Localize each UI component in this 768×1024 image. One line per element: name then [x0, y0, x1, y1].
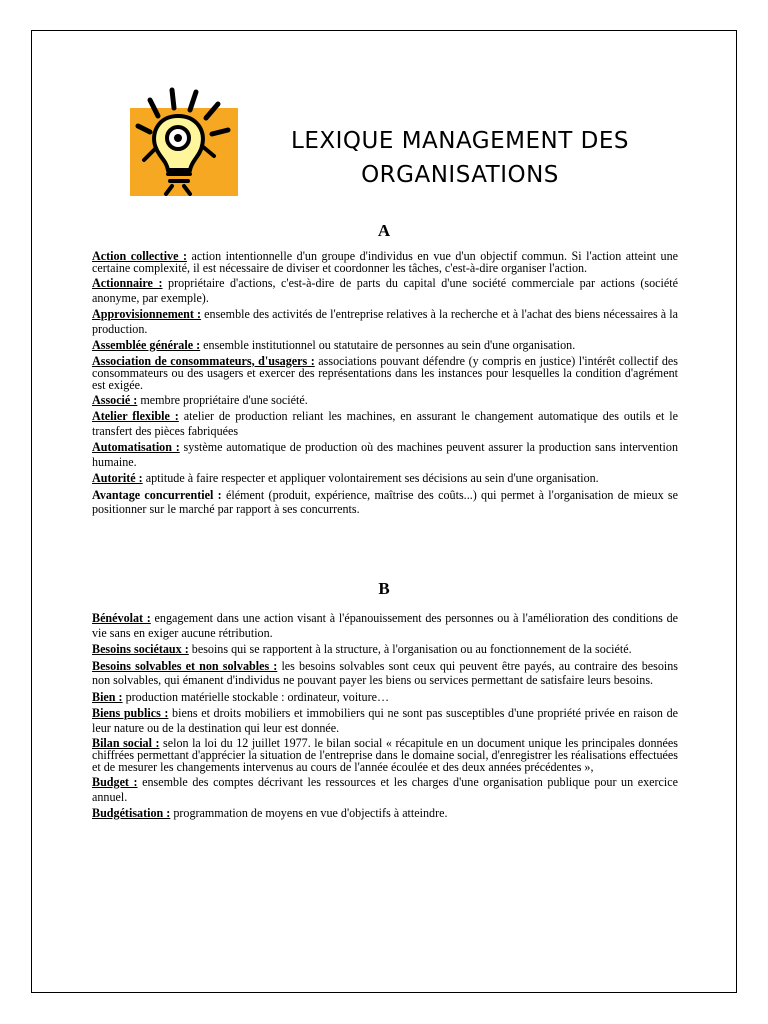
entry-atelier-flexible: Atelier flexible : atelier de production reliant les machines, en assurant le changement automatique des outils et le transfert des pièces fabriquées — [92, 409, 678, 438]
page-title — [250, 124, 670, 192]
entry-approvisionnement: Approvisionnement : ensemble des activités de l'entreprise relatives à la recherche et à l'achat des biens nécessaires à la production. — [92, 307, 679, 336]
title-line-1: LEXIQUE MANAGEMENT DES — [291, 128, 629, 154]
title-line-2: ORGANISATIONS — [361, 162, 559, 188]
entry-associe: Associé : membre propriétaire d'une société. — [92, 392, 308, 407]
lightbulb-icon — [128, 86, 240, 198]
entry-besoins-societaux: Besoins sociétaux : besoins qui se rapportent à la structure, à l'organisation ou au fonctionnement de la société. — [92, 642, 632, 656]
entry-bien: Bien : production matérielle stockable : ordinateur, voiture… — [92, 689, 390, 704]
section-letter-a: A — [377, 221, 391, 240]
entry-besoins-solvables: Besoins solvables et non solvables : les besoins solvables sont ceux qui peuvent être payés, au contraire des besoins non solvables, qui émanent d'individus ne pouvant payer les biens ou services permettant de satisfaire leurs besoins. — [92, 658, 678, 687]
entry-budget: Budget : ensemble des comptes décrivant les ressources et les charges d'une organisation publique pour un exercice annuel. — [92, 775, 678, 804]
section-a-entries — [92, 250, 678, 519]
entry-autorite: Autorité : aptitude à faire respecter et appliquer volontairement ses décisions au sein d'une organisation. — [92, 471, 599, 485]
entry-budgetisation: Budgétisation : programmation de moyens en vue d'objectifs à atteindre. — [92, 806, 448, 820]
entry-assemblee-generale: Assemblée générale : ensemble institutionnel ou statutaire de personnes au sein d'une organisation. — [92, 338, 576, 352]
entry-actionnaire: Actionnaire : propriétaire d'actions, c'est-à-dire de parts du capital d'une société commerciale par actions (société anonyme, par exemple). — [92, 276, 679, 305]
section-b-entries — [92, 611, 678, 823]
entry-action-collective: Action collective : action intentionnelle d'un groupe d'individus en vue d'un objectif commun. Si l'action atteint une certaine complexité, il est nécessaire de diviser et coordonner les tâches, c'est-à-dire organiser l'action. — [92, 249, 678, 275]
entry-association-consommateurs: Association de consommateurs, d'usagers : associations pouvant défendre (y compris en justice) l'intérêt collectif des consommateurs ou des usagers et exercer des représentations dans les instances pour lesquelles la condition d'agrément est exigée. — [92, 353, 678, 392]
entry-benevolat: Bénévolat : engagement dans une action visant à l'épanouissement des personnes ou à l'amélioration des conditions de vie sans en exiger aucune rétribution. — [92, 611, 679, 640]
entry-avantage-concurrentiel: Avantage concurrentiel : élément (produit, expérience, maîtrise des coûts...) qui permet à l'organisation de mieux se positionner sur le marché par rapport à ses concurrents. — [92, 487, 678, 516]
entry-automatisation: Automatisation : système automatique de production où des machines peuvent assurer la production sans intervention humaine. — [92, 440, 678, 469]
entry-bilan-social: Bilan social : selon la loi du 12 juillet 1977. le bilan social « récapitule en un document unique les principales données chiffrées permettant d'apprécier la situation de l'entreprise dans le domaine social, d'enregistrer les réalisations effectuées et de mesurer les changements intervenus au cours de l'année écoulée et des deux années précédentes », — [92, 736, 678, 774]
entry-biens-publics: Biens publics : biens et droits mobiliers et immobiliers qui ne sont pas susceptibles d'une propriété privée en raison de leur nature ou de la destination qui leur est donnée. — [92, 706, 679, 735]
section-letter-b: B — [378, 579, 390, 598]
